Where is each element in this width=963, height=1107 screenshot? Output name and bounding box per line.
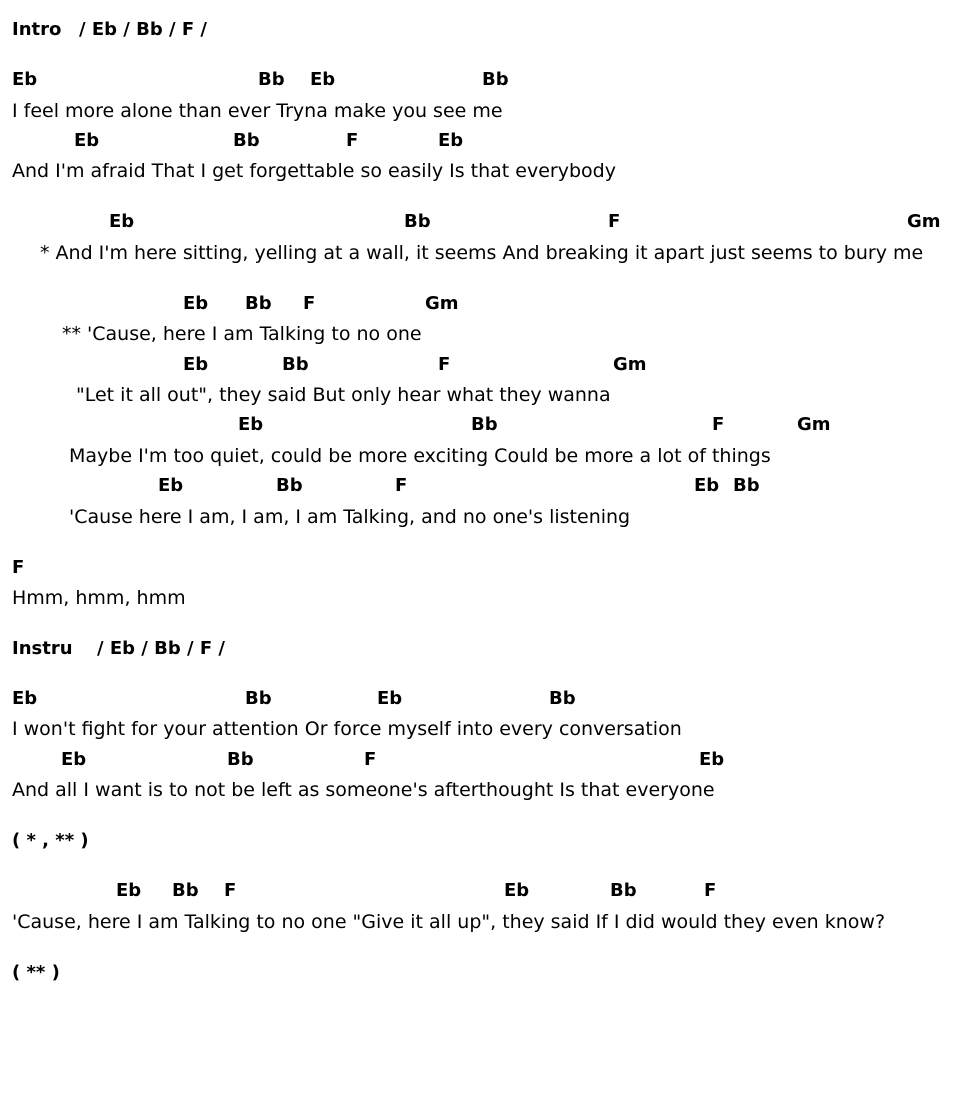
chord: Eb — [61, 749, 87, 770]
repeat-marker-1 — [0, 829, 89, 853]
intro-label: Intro — [12, 19, 62, 40]
hum-chord-row — [0, 556, 24, 580]
chord: F — [364, 749, 377, 770]
hum-lyric: Hmm, hmm, hmm — [12, 587, 186, 609]
chorus-chord-row-2 — [0, 353, 647, 377]
instru-progression: / Eb / Bb / F / — [97, 638, 225, 659]
chord: F — [712, 414, 725, 435]
chorus-chord-row-1 — [0, 292, 459, 316]
chord: Gm — [425, 293, 459, 314]
chord: F — [608, 211, 621, 232]
chord: Eb — [12, 688, 38, 709]
chorus-chord-row-4 — [0, 474, 760, 498]
chord: Bb — [610, 880, 637, 901]
instru-line — [0, 637, 225, 661]
chord: Eb — [699, 749, 725, 770]
chord: Eb — [116, 880, 142, 901]
chord: F — [395, 475, 408, 496]
chord: Bb — [471, 414, 498, 435]
repeat-text: ( * , ** ) — [12, 830, 89, 851]
bridge-chord-row — [0, 879, 717, 903]
chorus-lyric-2: "Let it all out", they said But only hear what they wanna — [76, 384, 611, 406]
verse1-chord-row-1 — [0, 68, 509, 92]
chorus-chord-row-3 — [0, 413, 831, 437]
chord: Bb — [172, 880, 199, 901]
prechorus-lyric: * And I'm here sitting, yelling at a wall, it seems And breaking it apart just seems to bury me — [40, 242, 924, 264]
chord: F — [303, 293, 316, 314]
verse1-lyric-1: I feel more alone than ever Tryna make you see me — [12, 100, 503, 122]
chord: Bb — [404, 211, 431, 232]
chord: Bb — [276, 475, 303, 496]
chord: Bb — [733, 475, 760, 496]
chord: Eb — [183, 354, 209, 375]
chord: F — [438, 354, 451, 375]
chord: Gm — [613, 354, 647, 375]
chord: Bb — [245, 688, 272, 709]
repeat-marker-2 — [0, 961, 60, 985]
verse2-lyric-2: And all I want is to not be left as someone's afterthought Is that everyone — [12, 779, 715, 801]
prechorus-chord-row — [0, 210, 941, 234]
chord: Eb — [183, 293, 209, 314]
intro-line — [0, 18, 207, 42]
bridge-lyric: 'Cause, here I am Talking to no one "Give it all up", they said If I did would they even know? — [12, 911, 886, 933]
chord: F — [12, 557, 25, 578]
chord: Bb — [549, 688, 576, 709]
chord: Bb — [258, 69, 285, 90]
chord: Eb — [74, 130, 100, 151]
chord: F — [346, 130, 359, 151]
chord: Eb — [158, 475, 184, 496]
chord: Eb — [504, 880, 530, 901]
verse2-lyric-1: I won't fight for your attention Or force myself into every conversation — [12, 718, 682, 740]
verse1-lyric-2: And I'm afraid That I get forgettable so easily Is that everybody — [12, 160, 616, 182]
chorus-lyric-4: 'Cause here I am, I am, I am Talking, and no one's listening — [69, 506, 631, 528]
chord: Eb — [310, 69, 336, 90]
repeat-text: ( ** ) — [12, 962, 60, 983]
verse1-chord-row-2 — [0, 129, 464, 153]
chord: Bb — [482, 69, 509, 90]
chord: Bb — [245, 293, 272, 314]
chord: Eb — [109, 211, 135, 232]
chord: Eb — [12, 69, 38, 90]
instru-label: Instru — [12, 638, 73, 659]
chorus-lyric-1: ** 'Cause, here I am Talking to no one — [62, 323, 422, 345]
chord: Eb — [438, 130, 464, 151]
chord: Gm — [797, 414, 831, 435]
chord: F — [224, 880, 237, 901]
chord: Eb — [694, 475, 720, 496]
chord: Eb — [238, 414, 264, 435]
intro-progression: / Eb / Bb / F / — [79, 19, 207, 40]
chord: Gm — [907, 211, 941, 232]
chorus-lyric-3: Maybe I'm too quiet, could be more exciting Could be more a lot of things — [69, 445, 771, 467]
chord: Bb — [282, 354, 309, 375]
verse2-chord-row-1 — [0, 687, 576, 711]
verse2-chord-row-2 — [0, 748, 725, 772]
chord: Bb — [233, 130, 260, 151]
chord: Eb — [377, 688, 403, 709]
chord: F — [704, 880, 717, 901]
chord: Bb — [227, 749, 254, 770]
